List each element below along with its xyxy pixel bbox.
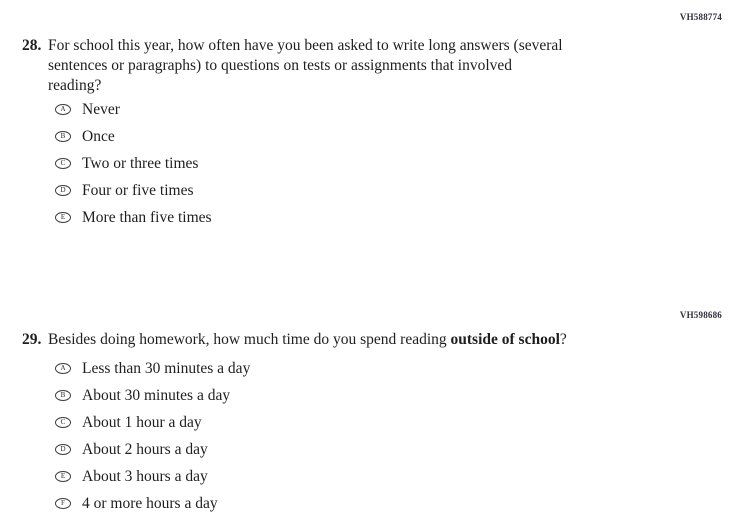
option-label: Never [82, 100, 120, 118]
answer-option[interactable] [55, 204, 744, 231]
option-label: About 30 minutes a day [82, 386, 231, 404]
question-text [48, 36, 563, 96]
answer-options-list [55, 96, 744, 231]
option-label: About 3 hours a day [82, 467, 208, 485]
answer-option[interactable] [55, 355, 744, 382]
radio-bubble-icon[interactable]: B [55, 390, 71, 401]
answer-options-list [55, 355, 744, 517]
question-28-section [0, 12, 744, 231]
radio-bubble-icon[interactable]: C [55, 417, 71, 428]
question-text-part: ? [559, 331, 567, 348]
answer-option[interactable] [55, 96, 744, 123]
radio-bubble-icon[interactable]: E [55, 212, 71, 223]
radio-bubble-icon[interactable]: F [55, 498, 71, 509]
answer-option[interactable] [55, 436, 744, 463]
radio-bubble-icon[interactable]: A [55, 104, 71, 115]
radio-bubble-icon[interactable]: E [55, 471, 71, 482]
radio-bubble-icon[interactable]: B [55, 131, 71, 142]
answer-option[interactable] [55, 382, 744, 409]
option-label: Four or five times [82, 181, 194, 199]
option-label: Once [82, 127, 115, 145]
answer-option[interactable] [55, 177, 744, 204]
option-label: Two or three times [82, 154, 199, 172]
question-text-part: Besides doing homework, how much time do you spend reading [48, 331, 451, 348]
question-text [48, 330, 567, 350]
option-label: About 1 hour a day [82, 413, 202, 431]
radio-bubble-icon[interactable]: D [55, 444, 71, 455]
question-number: 28. [22, 37, 42, 54]
answer-option[interactable] [55, 463, 744, 490]
answer-option[interactable] [55, 123, 744, 150]
question-29-section [0, 310, 744, 517]
option-label: More than five times [82, 208, 212, 226]
question-text-line: reading? [48, 77, 102, 94]
radio-bubble-icon[interactable]: D [55, 185, 71, 196]
answer-option[interactable] [55, 150, 744, 177]
question-29 [22, 330, 744, 350]
item-code: VH598686 [679, 310, 722, 320]
option-label: 4 or more hours a day [82, 494, 218, 512]
radio-bubble-icon[interactable]: A [55, 363, 71, 374]
answer-option[interactable] [55, 490, 744, 517]
question-number: 29. [22, 331, 42, 348]
question-text-bold: outside of school [450, 331, 560, 348]
option-label: Less than 30 minutes a day [82, 359, 251, 377]
radio-bubble-icon[interactable]: C [55, 158, 71, 169]
question-text-line: sentences or paragraphs) to questions on tests or assignments that involved [48, 57, 513, 74]
item-code: VH588774 [679, 12, 722, 22]
option-label: About 2 hours a day [82, 440, 208, 458]
answer-option[interactable] [55, 409, 744, 436]
question-28 [22, 36, 744, 96]
question-text-line: For school this year, how often have you been asked to write long answers (several [48, 37, 563, 54]
